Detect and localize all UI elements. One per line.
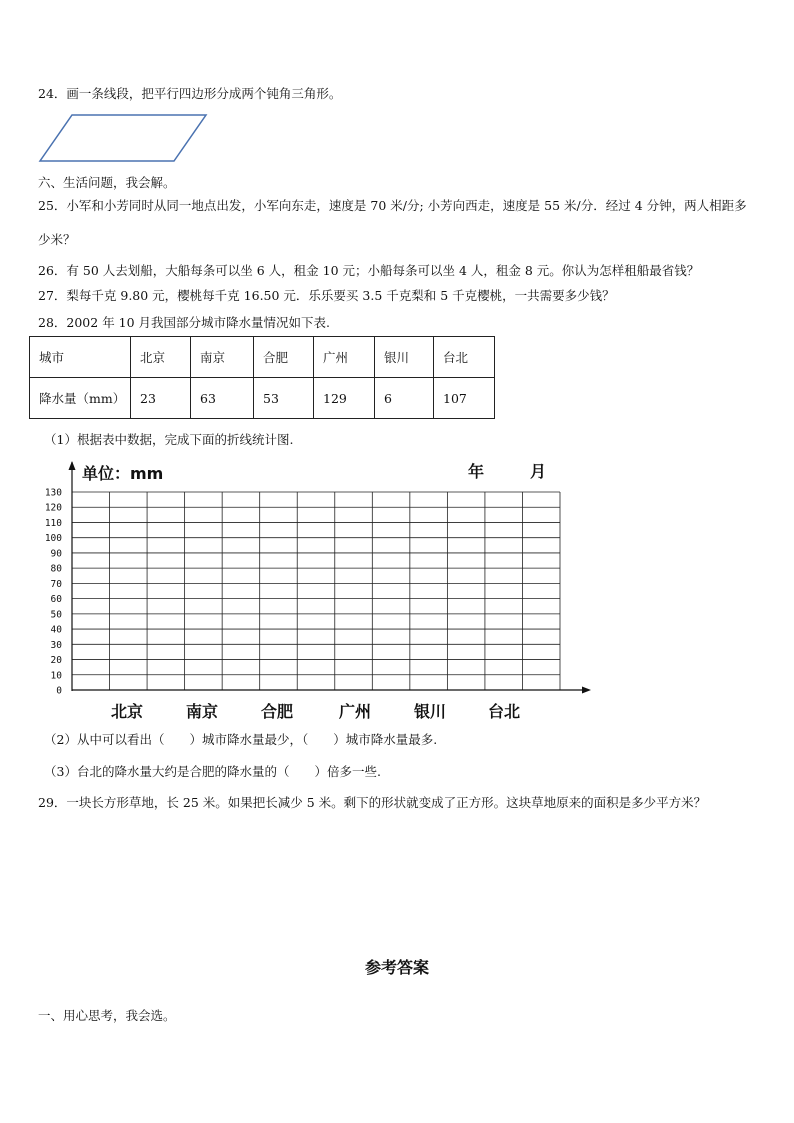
chart-grid — [72, 492, 560, 690]
table-cell: 银川 — [375, 337, 434, 378]
y-tick-label: 50 — [50, 609, 62, 621]
y-tick-label: 30 — [50, 639, 62, 651]
question-24: 24．画一条线段，把平行四边形分成两个钝角三角形。 — [38, 86, 342, 101]
y-tick-label: 120 — [44, 502, 62, 514]
y-tick-label: 10 — [50, 670, 62, 682]
table-header-row — [30, 337, 495, 378]
y-tick-label: 80 — [50, 563, 62, 575]
question-28: 28．2002 年 10 月我国部分城市降水量情况如下表. — [38, 315, 331, 330]
x-category-label: 合肥 — [260, 702, 294, 721]
y-tick-label: 20 — [50, 655, 62, 667]
y-tick-label: 60 — [50, 594, 62, 606]
y-tick-label: 90 — [50, 548, 62, 560]
year-label: 年 — [468, 462, 485, 481]
question-29: 29．一块长方形草地，长 25 米。如果把长减少 5 米。剩下的形状就变成了正方形。这块草地原来的面积是多少平方米？ — [38, 795, 707, 810]
table-cell: 南京 — [191, 337, 254, 378]
table-cell: 129 — [314, 378, 375, 419]
y-tick-label: 130 — [44, 487, 62, 499]
table-cell: 53 — [254, 378, 314, 419]
y-axis-arrow — [69, 461, 76, 470]
question-28-part-3: （3）台北的降水量大约是合肥的降水量的（ ）倍多一些. — [44, 764, 381, 779]
x-category-label: 银川 — [413, 702, 447, 721]
chart-axes — [69, 461, 592, 694]
question-28-part-2: （2）从中可以看出（ ）城市降水量最少，（ ）城市降水量最多. — [44, 732, 438, 747]
x-axis-arrow — [582, 687, 591, 694]
table-cell: 广州 — [314, 337, 375, 378]
y-tick-label: 0 — [56, 685, 62, 697]
x-category-label: 台北 — [487, 702, 521, 721]
table-cell: 北京 — [131, 337, 191, 378]
y-tick-label: 110 — [44, 517, 62, 529]
question-27: 27．梨每千克 9.80 元，樱桃每千克 16.50 元．乐乐要买 3.5 千克梨和 5 千克樱桃，一共需要多少钱？ — [38, 288, 615, 303]
table-cell: 107 — [434, 378, 495, 419]
rainfall-table — [29, 336, 495, 419]
y-tick-label: 70 — [50, 578, 62, 590]
table-row — [30, 378, 495, 419]
y-tick-label: 40 — [50, 624, 62, 636]
question-28-part-1: （1）根据表中数据，完成下面的折线统计图. — [44, 432, 294, 447]
table-cell: 63 — [191, 378, 254, 419]
question-25: 25．小军和小芳同时从同一地点出发，小军向东走，速度是 70 米/分; 小芳向西走，速度是 55 米/分．经过 4 分钟，两人相距多少米？ — [38, 198, 747, 247]
unit-label: 单位：mm — [82, 464, 164, 483]
answer-title: 参考答案 — [364, 958, 429, 977]
section-1-heading: 一、用心思考，我会选。 — [38, 1008, 176, 1023]
table-cell: 合肥 — [254, 337, 314, 378]
section-6-heading: 六、生活问题，我会解。 — [38, 175, 176, 190]
chart-labels — [45, 462, 546, 721]
table-cell: 23 — [131, 378, 191, 419]
x-category-label: 南京 — [185, 702, 219, 721]
table-cell: 台北 — [434, 337, 495, 378]
month-label: 月 — [530, 462, 547, 481]
question-26: 26．有 50 人去划船，大船每条可以坐 6 人，租金 10 元；小船每条可以坐 4 人，租金 8 元。你认为怎样租船最省钱？ — [38, 263, 700, 278]
x-category-label: 广州 — [338, 702, 372, 721]
table-cell: 6 — [375, 378, 434, 419]
table-cell: 城市 — [30, 337, 131, 378]
parallelogram-shape — [40, 115, 206, 161]
table-cell: 降水量（mm） — [30, 378, 131, 419]
y-tick-label: 100 — [44, 533, 62, 545]
x-category-label: 北京 — [110, 702, 144, 721]
